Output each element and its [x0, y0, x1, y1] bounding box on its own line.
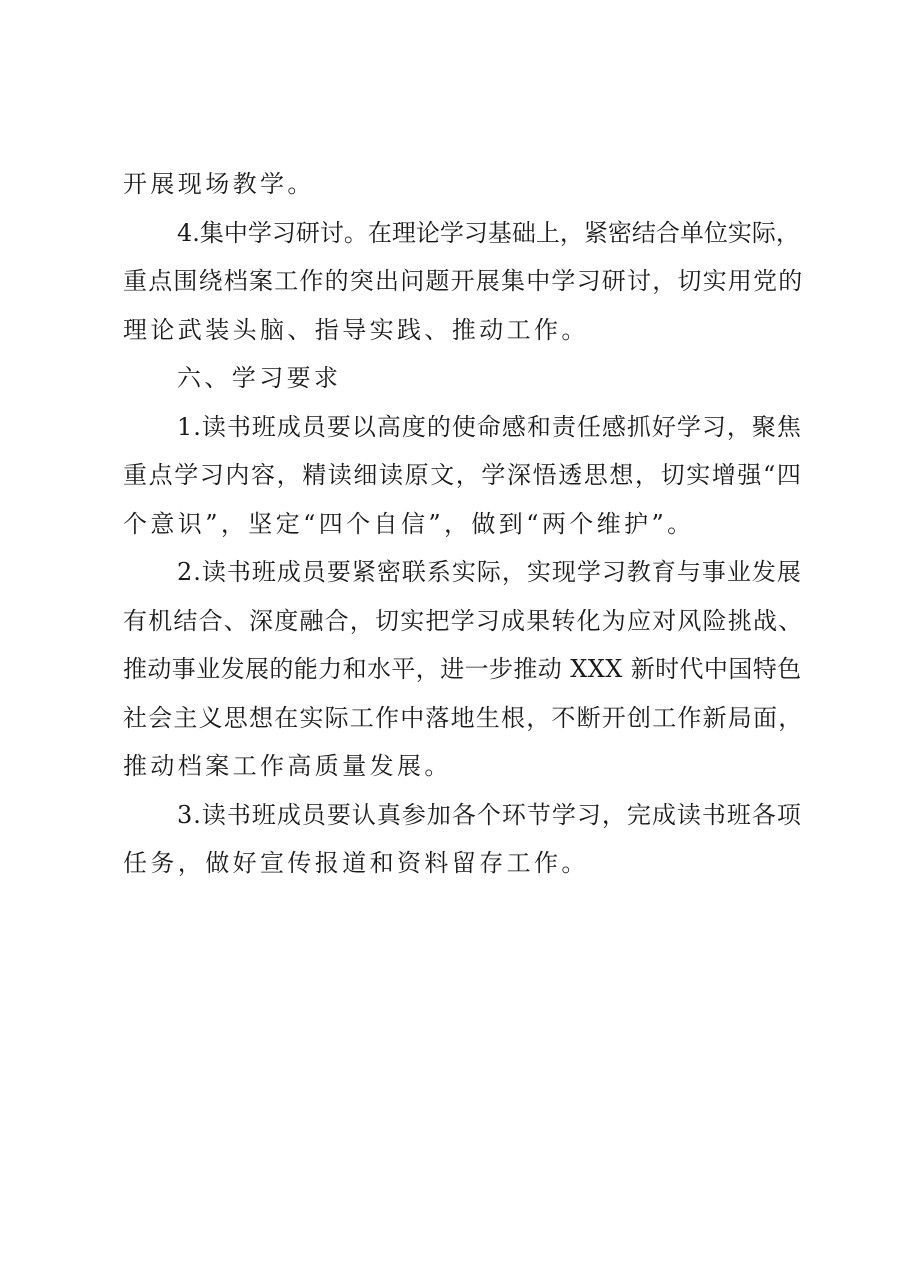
section-heading-study-requirements: [123, 354, 803, 403]
text-line: 重点学习内容，精读细读原文，学深悟透思想，切实增强“四: [123, 461, 803, 489]
text-line: 2.读书班成员要紧密联系实际，实现学习教育与事业发展: [177, 558, 802, 586]
paragraph-teaching-continuation: [123, 160, 803, 209]
text-line: 推动档案工作高质量发展。: [123, 752, 452, 780]
text-line: 3.读书班成员要认真参加各个环节学习，完成读书班各项: [177, 800, 802, 829]
text-line: 任务，做好宣传报道和资料留存工作。: [123, 849, 589, 877]
text-line: 理论武装头脑、指导实践、推动工作。: [123, 315, 589, 344]
paragraph-requirement-2: [123, 548, 803, 791]
text-line: 重点围绕档案工作的突出问题开展集中学习研讨，切实用党的: [123, 267, 804, 295]
section-heading: 六、学习要求: [177, 364, 342, 392]
text-line: 社会主义思想在实际工作中落地生根，不断开创工作新局面，: [123, 703, 804, 732]
text-line: 开展现场教学。: [123, 170, 315, 198]
text-line: 4.集中学习研讨。在理论学习基础上，紧密结合单位实际，: [177, 218, 800, 247]
document-body: [123, 160, 803, 888]
paragraph-requirement-3: [123, 791, 803, 888]
paragraph-requirement-1: [123, 403, 803, 549]
text-line: 个意识”，坚定“四个自信”，做到“两个维护”。: [123, 509, 695, 538]
text-line: 1.读书班成员要以高度的使命感和责任感抓好学习，聚焦: [177, 412, 802, 441]
text-line: 有机结合、深度融合，切实把学习成果转化为应对风险挑战、: [123, 606, 804, 635]
paragraph-item-4-study-discussion: [123, 209, 803, 355]
text-line: 推动事业发展的能力和水平，进一步推动 XXX 新时代中国特色: [123, 655, 802, 683]
